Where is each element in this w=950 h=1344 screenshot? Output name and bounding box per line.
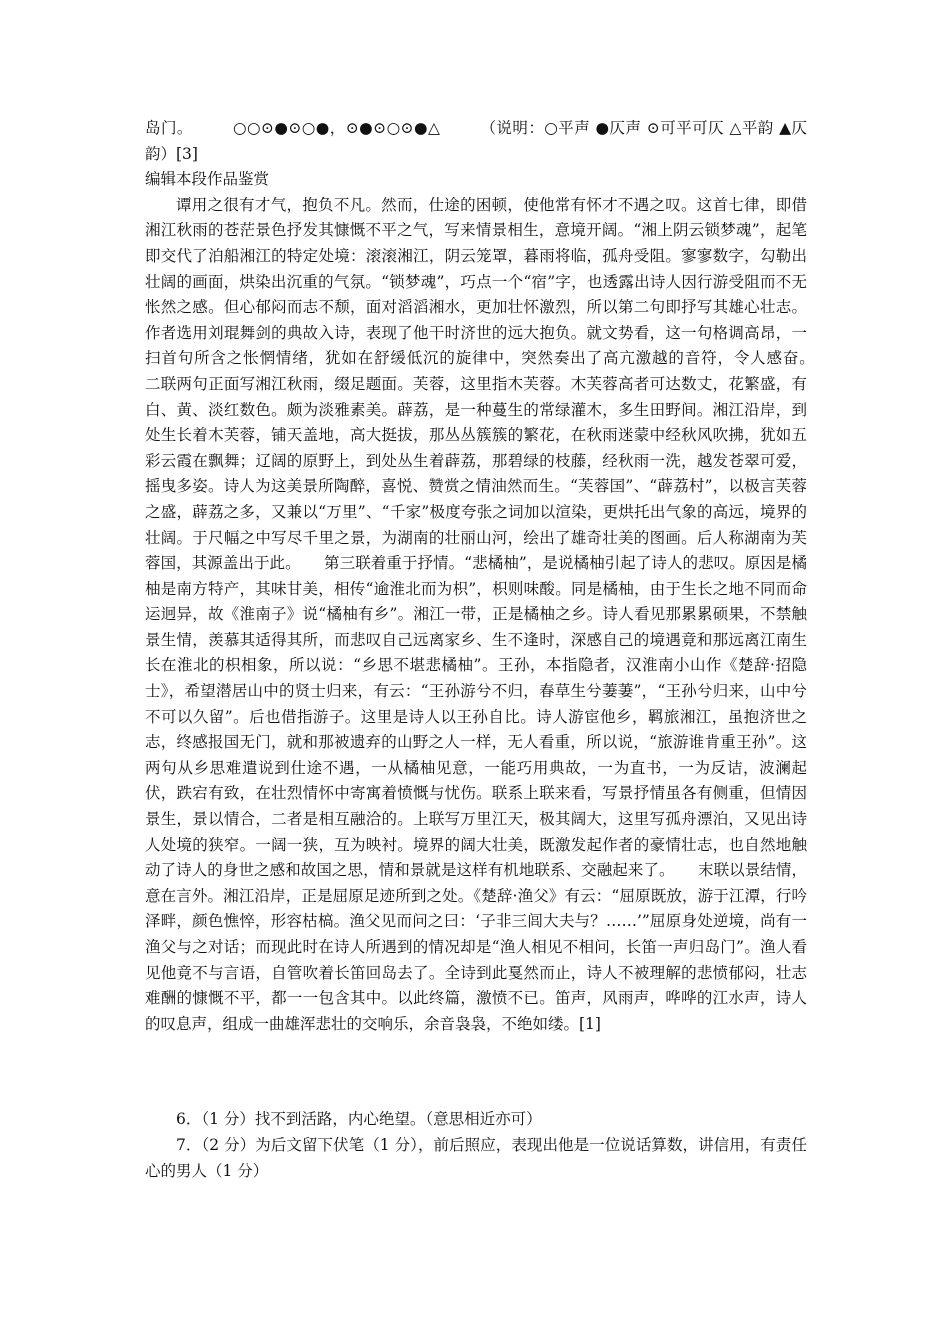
document-page (145, 116, 839, 1184)
answer-6: 6．（1 分）找不到活路，内心绝望。（意思相近亦可） (176, 1110, 542, 1129)
answer-7: 7．（2 分）为后文留下伏笔（1 分），前后照应，表现出他是一位说话算数，讲信用，有责任心的男人（1 分） (145, 1135, 807, 1180)
spacer (145, 1037, 807, 1107)
section-heading: 编辑本段作品鉴赏 (145, 170, 270, 189)
meter-notation-line: 岛门。 ○○⊙●⊙○●，⊙●⊙○⊙●△ （说明：○平声 ●仄声 ⊙可平可仄 △平韵 ▲仄韵）[3] (145, 119, 807, 163)
appreciation-paragraph: 谭用之很有才气，抱负不凡。然而，仕途的困顿，使他常有怀才不遇之叹。这首七律，即借湘江秋雨的苍茫景色抒发其慷慨不平之气，写来情景相生，意境开阔。“湘上阴云锁梦魂”，起笔即交代了泊船湘江的特定处境：滚滚湘江，阴云笼罩，暮雨将临，孤舟受阻。寥寥数字，勾勒出壮阔的画面，烘染出沉重的气氛。“锁梦魂”，巧点一个“宿”字，也透露出诗人因行游受阻而不无怅然之感。但心郁闷而志不颓，面对滔滔湘水，更加壮怀激烈，所以第二句即抒写其雄心壮志。作者选用刘琨舞剑的典故入诗，表现了他干时济世的远大抱负。就文势看，这一句格调高昂，一扫首句所含之怅惘情绪，犹如在舒缓低沉的旋律中，突然奏出了高亢激越的音符，令人感奋。 二联两句正面写湘江秋雨，缀足题面。芙蓉，这里指木芙蓉。木芙蓉高者可达数丈，花繁盛，有白、黄、淡红数色。颇为淡雅素美。薜荔，是一种蔓生的常绿灌木，多生田野间。湘江沿岸，到处生长着木芙蓉，铺天盖地，高大挺拔，那丛丛簇簇的繁花，在秋雨迷蒙中经秋风吹拂，犹如五彩云霞在飘舞；辽阔的原野上，到处丛生着薜荔，那碧绿的枝藤，经秋雨一洗，越发苍翠可爱，摇曳多姿。诗人为这美景所陶醉，喜悦、赞赏之情油然而生。“芙蓉国”、“薜荔村”，以极言芙蓉之盛，薜荔之多，又兼以“万里”、“千家”极度夸张之词加以渲染，更烘托出气象的高远，境界的壮阔。于尺幅之中写尽千里之景，为湖南的壮丽山河，绘出了雄奇壮美的图画。后人称湖南为芙蓉国，其源盖出于此。 第三联着重于抒情。“悲橘柚”，是说橘柚引起了诗人的悲叹。原因是橘柚是南方特产，其味甘美，相传“逾淮北而为枳”，枳则味酸。同是橘柚，由于生长之地不同而命运迥异，故《淮南子》说“橘柚有乡”。湘江一带，正是橘柚之乡。诗人看见那累累硕果，不禁触景生情，羡慕其适得其所，而悲叹自己远离家乡、生不逢时，深感自己的境遇竟和那远离江南生长在淮北的枳相象，所以说：“乡思不堪悲橘柚”。王孙，本指隐者，汉淮南小山作《楚辞·招隐士》，希望潜居山中的贤士归来，有云：“王孙游兮不归，春草生兮萋萋”，“王孙兮归来，山中兮不可以久留”。后也借指游子。这里是诗人以王孙自比。诗人游宦他乡，羁旅湘江，虽抱济世之志，终感报国无门，就和那被遗弃的山野之人一样，无人看重，所以说，“旅游谁肯重王孙”。这两句从乡思难遣说到仕途不遇，一从橘柚见意，一能巧用典故，一为直书，一为反诘，波澜起伏，跌宕有致，在壮烈情怀中寄寓着愤慨与忧伤。联系上联来看，写景抒情虽各有侧重，但情因景生，景以情合，二者是相互融洽的。上联写万里江天，极其阔大，这里写孤舟漂泊，又见出诗人处境的狭窄。一阔一狭，互为映衬。境界的阔大壮美，既激发起作者的豪情壮志，也自然地触动了诗人的身世之感和故国之思，情和景就是这样有机地联系、交融起来了。 末联以景结情，意在言外。湘江沿岸，正是屈原足迹所到之处。《楚辞·渔父》有云：“屈原既放，游于江潭，行吟泽畔，颜色憔悴，形容枯槁。渔父见而问之曰：‘子非三闾大夫与？……’”屈原身处逆境，尚有一渔父与之对话；而现此时在诗人所遇到的情况却是“渔人相见不相问，长笛一声归岛门”。渔人看见他竟不与言语，自管吹着长笛回岛去了。全诗到此戛然而止，诗人不被理解的悲愤郁闷，壮志难酬的慷慨不平，都一一包含其中。以此终篇，激愤不已。笛声，风雨声，哗哗的江水声，诗人的叹息声，组成一曲雄浑悲壮的交响乐，余音袅袅，不绝如缕。[1] (145, 195, 839, 1033)
